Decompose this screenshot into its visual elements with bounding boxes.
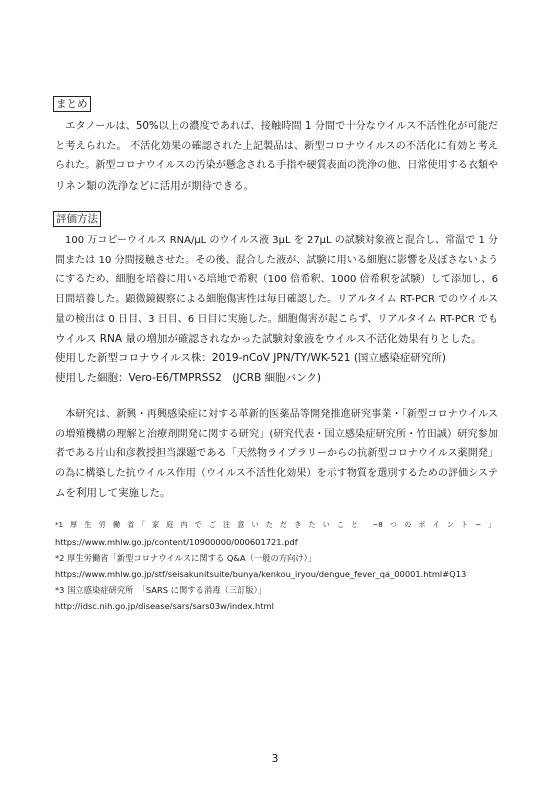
method-cell-line: 使用した細胞：Vero-E6/TMPRSS2 (JCRB 細胞バンク) <box>55 372 322 384</box>
summary-line: リネン類の洗浄などに活用が期待できる。 <box>55 180 255 192</box>
research-line: 者である片山和彦教授担当課題である「天然物ライブラリーからの抗新型コロナウイルス薬開発」 <box>55 448 498 459</box>
page-number: 3 <box>271 752 279 765</box>
method-heading: 評価方法 <box>53 211 101 227</box>
method-virus-strain: 使用した新型コロナウイルス株：2019-nCoV JPN/TY/WK-521 (国立感染症研究所) <box>55 352 447 364</box>
method-line: にするため、細胞を培養に用いる培地で希釈（100 倍希釈、1000 倍希釈を試験）して添加し、6 <box>55 274 498 285</box>
research-line: の増殖機構の理解と治療剤開発に関する研究」(研究代表・国立感染症研究所・竹田誠）研究参加 <box>55 429 498 440</box>
summary-line: エタノールは、50%以上の濃度であれば、接触時間 1 分間で十分なウイルス不活性化が可能だ <box>55 121 498 132</box>
method-line: 量の検出は 0 日目、3 日目、6 日目に実施した。細胞傷害が起こらず、リアルタイム RT-PCR でも <box>55 314 498 325</box>
summary-line: られた。新型コロナウイルスの汚染が懸念される手指や硬質表面の洗浄の他、日常使用する衣類や <box>55 160 498 171</box>
footnote-3-title: *3 国立感染症研究所 「SARS に関する消毒（三訂版）」 <box>55 585 267 595</box>
method-line: 間または 10 分間接触させた。その後、混合した液が、試験に用いる細胞に影響を及ぼさないよう <box>55 255 498 266</box>
footnote-3-url[interactable]: http://idsc.nih.go.jp/disease/sars/sars03w/index.html <box>55 601 274 611</box>
summary-heading: まとめ <box>53 96 91 112</box>
method-line: ウイルス RNA 量の増加が確認されなかった試験対象液をウイルス不活化効果有りとした。 <box>55 333 482 345</box>
footnote-2-title: *2 厚生労働省「新型コロナウイルスに関する Q&A（一般の方向け）」 <box>55 553 317 563</box>
footnote-2-url[interactable]: https://www.mhlw.go.jp/stf/seisakunitsuite/bunya/kenkou_iryou/dengue_fever_qa_00001.html#Q13 <box>55 569 467 579</box>
method-line: 100 万コピーウイルス RNA/µL のウイルス液 3µL を 27µL の試験対象液と混合し、常温で 1 分 <box>55 235 498 246</box>
research-line: ムを利用して実施した。 <box>55 487 171 499</box>
summary-line: と考えられた。 不活化効果の確認された上記製品は、新型コロナウイルスの不活化に有効と考え <box>55 141 498 152</box>
research-line: の為に構築した抗ウイルス作用（ウイルス不活性化効果）を示す物質を選別するための評価システ <box>55 468 498 479</box>
research-line: 本研究は、新興・再興感染症に対する革新的医薬品等開発推進研究事業・「新型コロナウイルス <box>55 409 498 420</box>
method-line: 日間培養した。顕微鏡観察による細胞傷害性は毎日確認した。リアルタイム RT-PCR でのウイルス <box>55 294 498 305</box>
footnote-1-title: *1 厚 生 労 働 省 「 家 庭 内 で ご 注 意 い た だ き た い こ と ~8 つ の ポ イ ン ト ~ 」 <box>55 520 496 529</box>
footnote-1-url[interactable]: https://www.mhlw.go.jp/content/10900000/000601721.pdf <box>55 537 298 547</box>
